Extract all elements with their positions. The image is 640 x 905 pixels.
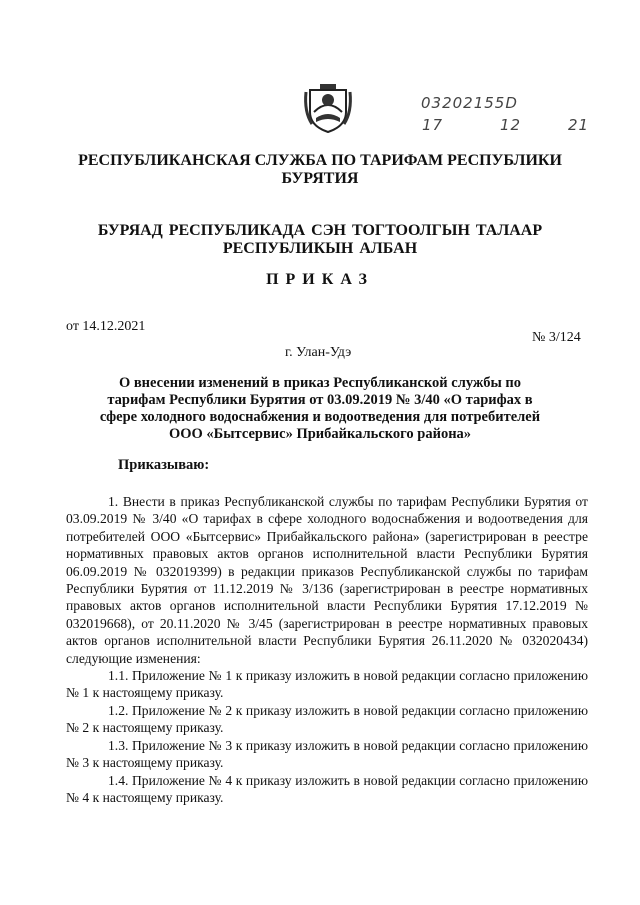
document-body xyxy=(66,493,588,806)
handwritten-year: 21 xyxy=(568,116,590,134)
document-date: от 14.12.2021 xyxy=(66,319,146,334)
document-number: № 3/124 xyxy=(532,330,581,345)
handwritten-day: 17 xyxy=(422,116,444,134)
handwritten-month: 12 xyxy=(500,116,522,134)
decree-word: Приказываю: xyxy=(118,457,210,473)
paragraph-1-4: 1.4. Приложение № 4 к приказу изложить в новой редакции согласно приложению № 4 к настоящему приказу. xyxy=(66,772,588,805)
organization-name-russian: РЕСПУБЛИКАНСКАЯ СЛУЖБА ПО ТАРИФАМ РЕСПУБЛИКИ БУРЯТИЯ xyxy=(78,152,562,187)
document-city: г. Улан-Удэ xyxy=(285,345,352,360)
handwritten-registration-code: 03202155D xyxy=(421,94,518,112)
organization-name-buryat: БУРЯАД РЕСПУБЛИКАДА СЭН ТОГТООЛГЫН ТАЛААР РЕСПУБЛИКЫН АЛБАН xyxy=(97,222,543,257)
paragraph-1-3: 1.3. Приложение № 3 к приказу изложить в новой редакции согласно приложению № 3 к настоящему приказу. xyxy=(66,737,588,771)
paragraph-1-1: 1.1. Приложение № 1 к приказу изложить в новой редакции согласно приложению № 1 к настоящему приказу. xyxy=(66,668,588,701)
paragraph-1: 1. Внести в приказ Республиканской службы по тарифам Республики Бурятия от 03.09.2019 № 3/40 «О тарифах в сфере холодного водоснабжения и водоотведения для потребителей ООО «Бытсервис» Прибайкальского района» (зарегистрирован в реестре нормативных правовых актов органов исполнительной власти Республики Бурятия 06.09.2019 № 032019399) в редакции приказов Республиканской службы по тарифам Республики Бурятия от 11.12.2019 № 3/136 (зарегистрирован в реестре нормативных правовых актов органов исполнительной власти Республики Бурятия 17.12.2019 № 032019668), от 20.11.2020 № 3/45 (зарегистрирован в реестре нормативных правовых актов органов исполнительной власти Республики Бурятия 26.11.2020 № 032020434) следующие изменения: xyxy=(66,494,588,666)
document-type-title: ПРИКАЗ xyxy=(266,271,374,288)
paragraph-1-2: 1.2. Приложение № 2 к приказу изложить в новой редакции согласно приложению № 2 к настоящему приказу. xyxy=(66,702,588,736)
document-subject: О внесении изменений в приказ Республиканской службы по тарифам Республики Бурятия от 03.09.2019 № 3/40 «О тарифах в сфере холодного водоснабжения и водоотведения для потребителей ООО «Бытсервис» Прибайкальского района» xyxy=(99,375,541,442)
coat-of-arms-icon xyxy=(302,82,354,134)
